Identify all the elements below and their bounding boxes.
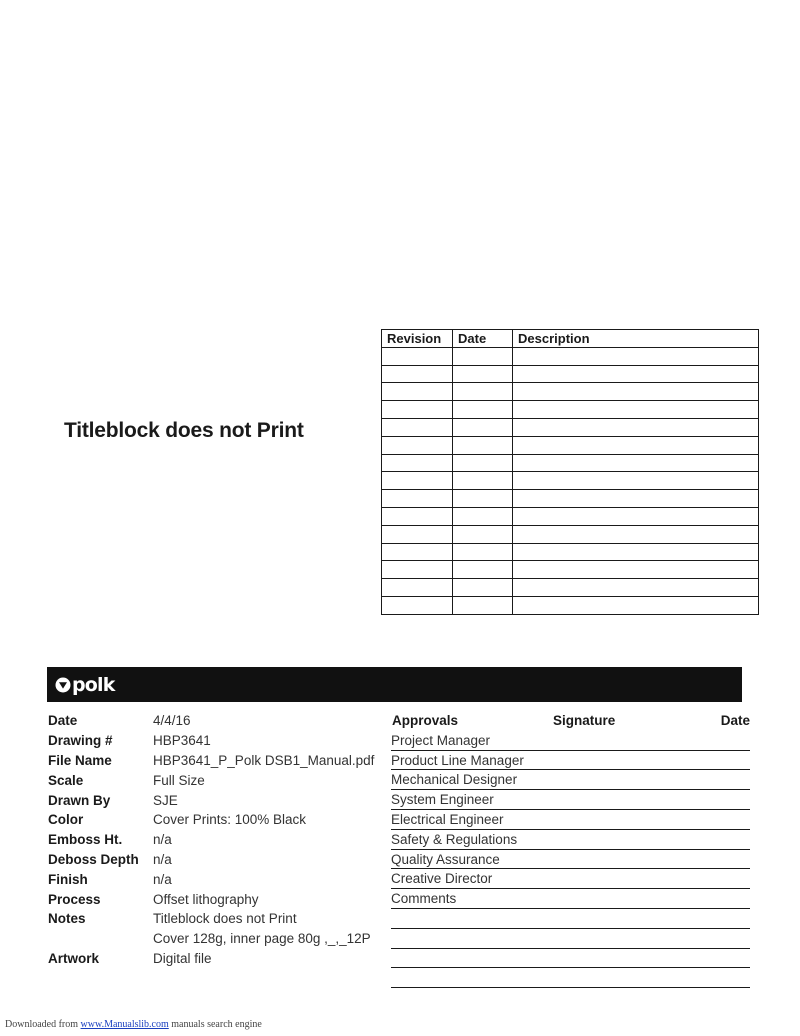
specs-block — [48, 711, 388, 968]
approval-row — [391, 909, 750, 929]
date-header-label: Date — [720, 713, 750, 728]
approvals-header-label: Approvals — [392, 713, 459, 728]
spec-value: n/a — [153, 832, 172, 848]
spec-label: Date — [48, 713, 78, 729]
revision-cell — [513, 454, 759, 472]
approvals-header — [391, 711, 750, 731]
revision-cell — [382, 383, 453, 401]
revision-row — [382, 472, 759, 490]
revision-cell — [382, 401, 453, 419]
footer-prefix: Downloaded from — [5, 1019, 81, 1030]
revision-cell — [513, 347, 759, 365]
spec-row — [48, 711, 388, 731]
manualslib-link[interactable]: www.Manualslib.com — [80, 1019, 169, 1030]
spec-value: Titleblock does not Print — [153, 911, 297, 927]
date-col-header: Date — [453, 330, 513, 348]
approval-row: Safety & Regulations — [391, 830, 750, 850]
spec-value: Offset lithography — [153, 891, 259, 907]
revision-cell — [453, 507, 513, 525]
spec-row — [48, 830, 388, 850]
spec-value: n/a — [153, 851, 172, 867]
spec-label: Drawing # — [48, 733, 113, 749]
revision-cell — [382, 561, 453, 579]
spec-row — [48, 889, 388, 909]
revision-row — [382, 525, 759, 543]
revision-cell — [382, 436, 453, 454]
revision-cell — [513, 525, 759, 543]
revision-cell — [382, 418, 453, 436]
revision-cell — [513, 401, 759, 419]
revision-cell — [382, 347, 453, 365]
revision-row — [382, 401, 759, 419]
polk-logo — [55, 672, 115, 698]
spec-value: SJE — [153, 792, 178, 808]
approvals-block — [391, 711, 750, 988]
approval-row: Quality Assurance — [391, 850, 750, 870]
revision-cell — [513, 543, 759, 561]
approval-row — [391, 949, 750, 969]
revision-cell — [382, 472, 453, 490]
revision-cell — [382, 365, 453, 383]
revision-row — [382, 543, 759, 561]
revision-cell — [513, 490, 759, 508]
revision-row — [382, 561, 759, 579]
approval-row: Comments — [391, 889, 750, 909]
spec-value: Cover Prints: 100% Black — [153, 812, 307, 828]
revision-row — [382, 383, 759, 401]
spec-row — [48, 770, 388, 790]
approval-row: Project Manager — [391, 731, 750, 751]
revision-col-header: Revision — [382, 330, 453, 348]
revision-cell — [513, 507, 759, 525]
spec-row — [48, 949, 388, 969]
revision-cell — [513, 579, 759, 597]
revision-cell — [453, 383, 513, 401]
revision-cell — [453, 561, 513, 579]
approval-row: Electrical Engineer — [391, 810, 750, 830]
revision-cell — [453, 579, 513, 597]
spec-label: Emboss Ht. — [48, 832, 123, 848]
revision-cell — [453, 418, 513, 436]
approval-row: System Engineer — [391, 790, 750, 810]
revision-cell — [382, 454, 453, 472]
revision-cell — [453, 347, 513, 365]
spec-row — [48, 790, 388, 810]
spec-label: Artwork — [48, 950, 100, 966]
spec-label: File Name — [48, 752, 112, 768]
revision-row — [382, 365, 759, 383]
spec-row — [48, 850, 388, 870]
signature-header-label: Signature — [553, 713, 616, 728]
spec-row — [48, 751, 388, 771]
revision-cell — [513, 436, 759, 454]
revision-cell — [453, 401, 513, 419]
spec-value: Cover 128g, inner page 80g ,_,_12P — [153, 931, 371, 947]
description-col-header: Description — [513, 330, 759, 348]
spec-value: HBP3641_P_Polk DSB1_Manual.pdf — [153, 752, 375, 768]
revision-row — [382, 347, 759, 365]
footer — [5, 1019, 262, 1030]
revision-row — [382, 579, 759, 597]
spec-row — [48, 929, 388, 949]
spec-row — [48, 810, 388, 830]
approval-rows — [391, 731, 750, 988]
revision-cell — [513, 418, 759, 436]
approval-row: Mechanical Designer — [391, 770, 750, 790]
spec-label: Drawn By — [48, 792, 111, 808]
revision-cell — [453, 365, 513, 383]
spec-label: Deboss Depth — [48, 851, 139, 867]
revision-row — [382, 418, 759, 436]
polk-logo-text: polk — [72, 674, 115, 696]
brand-bar — [47, 667, 742, 702]
revision-cell — [513, 596, 759, 614]
spec-value: n/a — [153, 871, 172, 887]
revision-cell — [453, 436, 513, 454]
spec-row — [48, 869, 388, 889]
revision-cell — [453, 596, 513, 614]
revision-row — [382, 490, 759, 508]
revision-table — [381, 329, 759, 615]
footer-suffix: manuals search engine — [168, 1019, 262, 1030]
revision-row — [382, 454, 759, 472]
revision-cell — [382, 525, 453, 543]
spec-label: Notes — [48, 911, 86, 927]
revision-cell — [513, 383, 759, 401]
revision-cell — [513, 365, 759, 383]
approval-row: Product Line Manager — [391, 751, 750, 771]
revision-body — [382, 347, 759, 614]
approval-row — [391, 968, 750, 988]
spec-value: Digital file — [153, 950, 212, 966]
revision-row — [382, 436, 759, 454]
revision-cell — [513, 561, 759, 579]
spec-label: Scale — [48, 772, 84, 788]
spec-value: HBP3641 — [153, 733, 211, 749]
approval-row — [391, 929, 750, 949]
approval-row: Creative Director — [391, 869, 750, 889]
revision-cell — [513, 472, 759, 490]
revision-cell — [453, 454, 513, 472]
revision-cell — [453, 543, 513, 561]
revision-header-row — [382, 330, 759, 348]
polk-logo-mark-icon — [55, 677, 71, 693]
page-title: Titleblock does not Print — [64, 419, 304, 442]
revision-cell — [382, 543, 453, 561]
spec-value: Full Size — [153, 772, 205, 788]
revision-row — [382, 507, 759, 525]
spec-row — [48, 909, 388, 929]
spec-label: Finish — [48, 871, 88, 887]
revision-cell — [453, 525, 513, 543]
revision-cell — [453, 490, 513, 508]
revision-row — [382, 596, 759, 614]
spec-label: Process — [48, 891, 101, 907]
revision-cell — [453, 472, 513, 490]
revision-cell — [382, 596, 453, 614]
revision-cell — [382, 490, 453, 508]
spec-value: 4/4/16 — [153, 713, 191, 729]
revision-cell — [382, 507, 453, 525]
spec-row — [48, 731, 388, 751]
spec-label: Color — [48, 812, 84, 828]
revision-cell — [382, 579, 453, 597]
